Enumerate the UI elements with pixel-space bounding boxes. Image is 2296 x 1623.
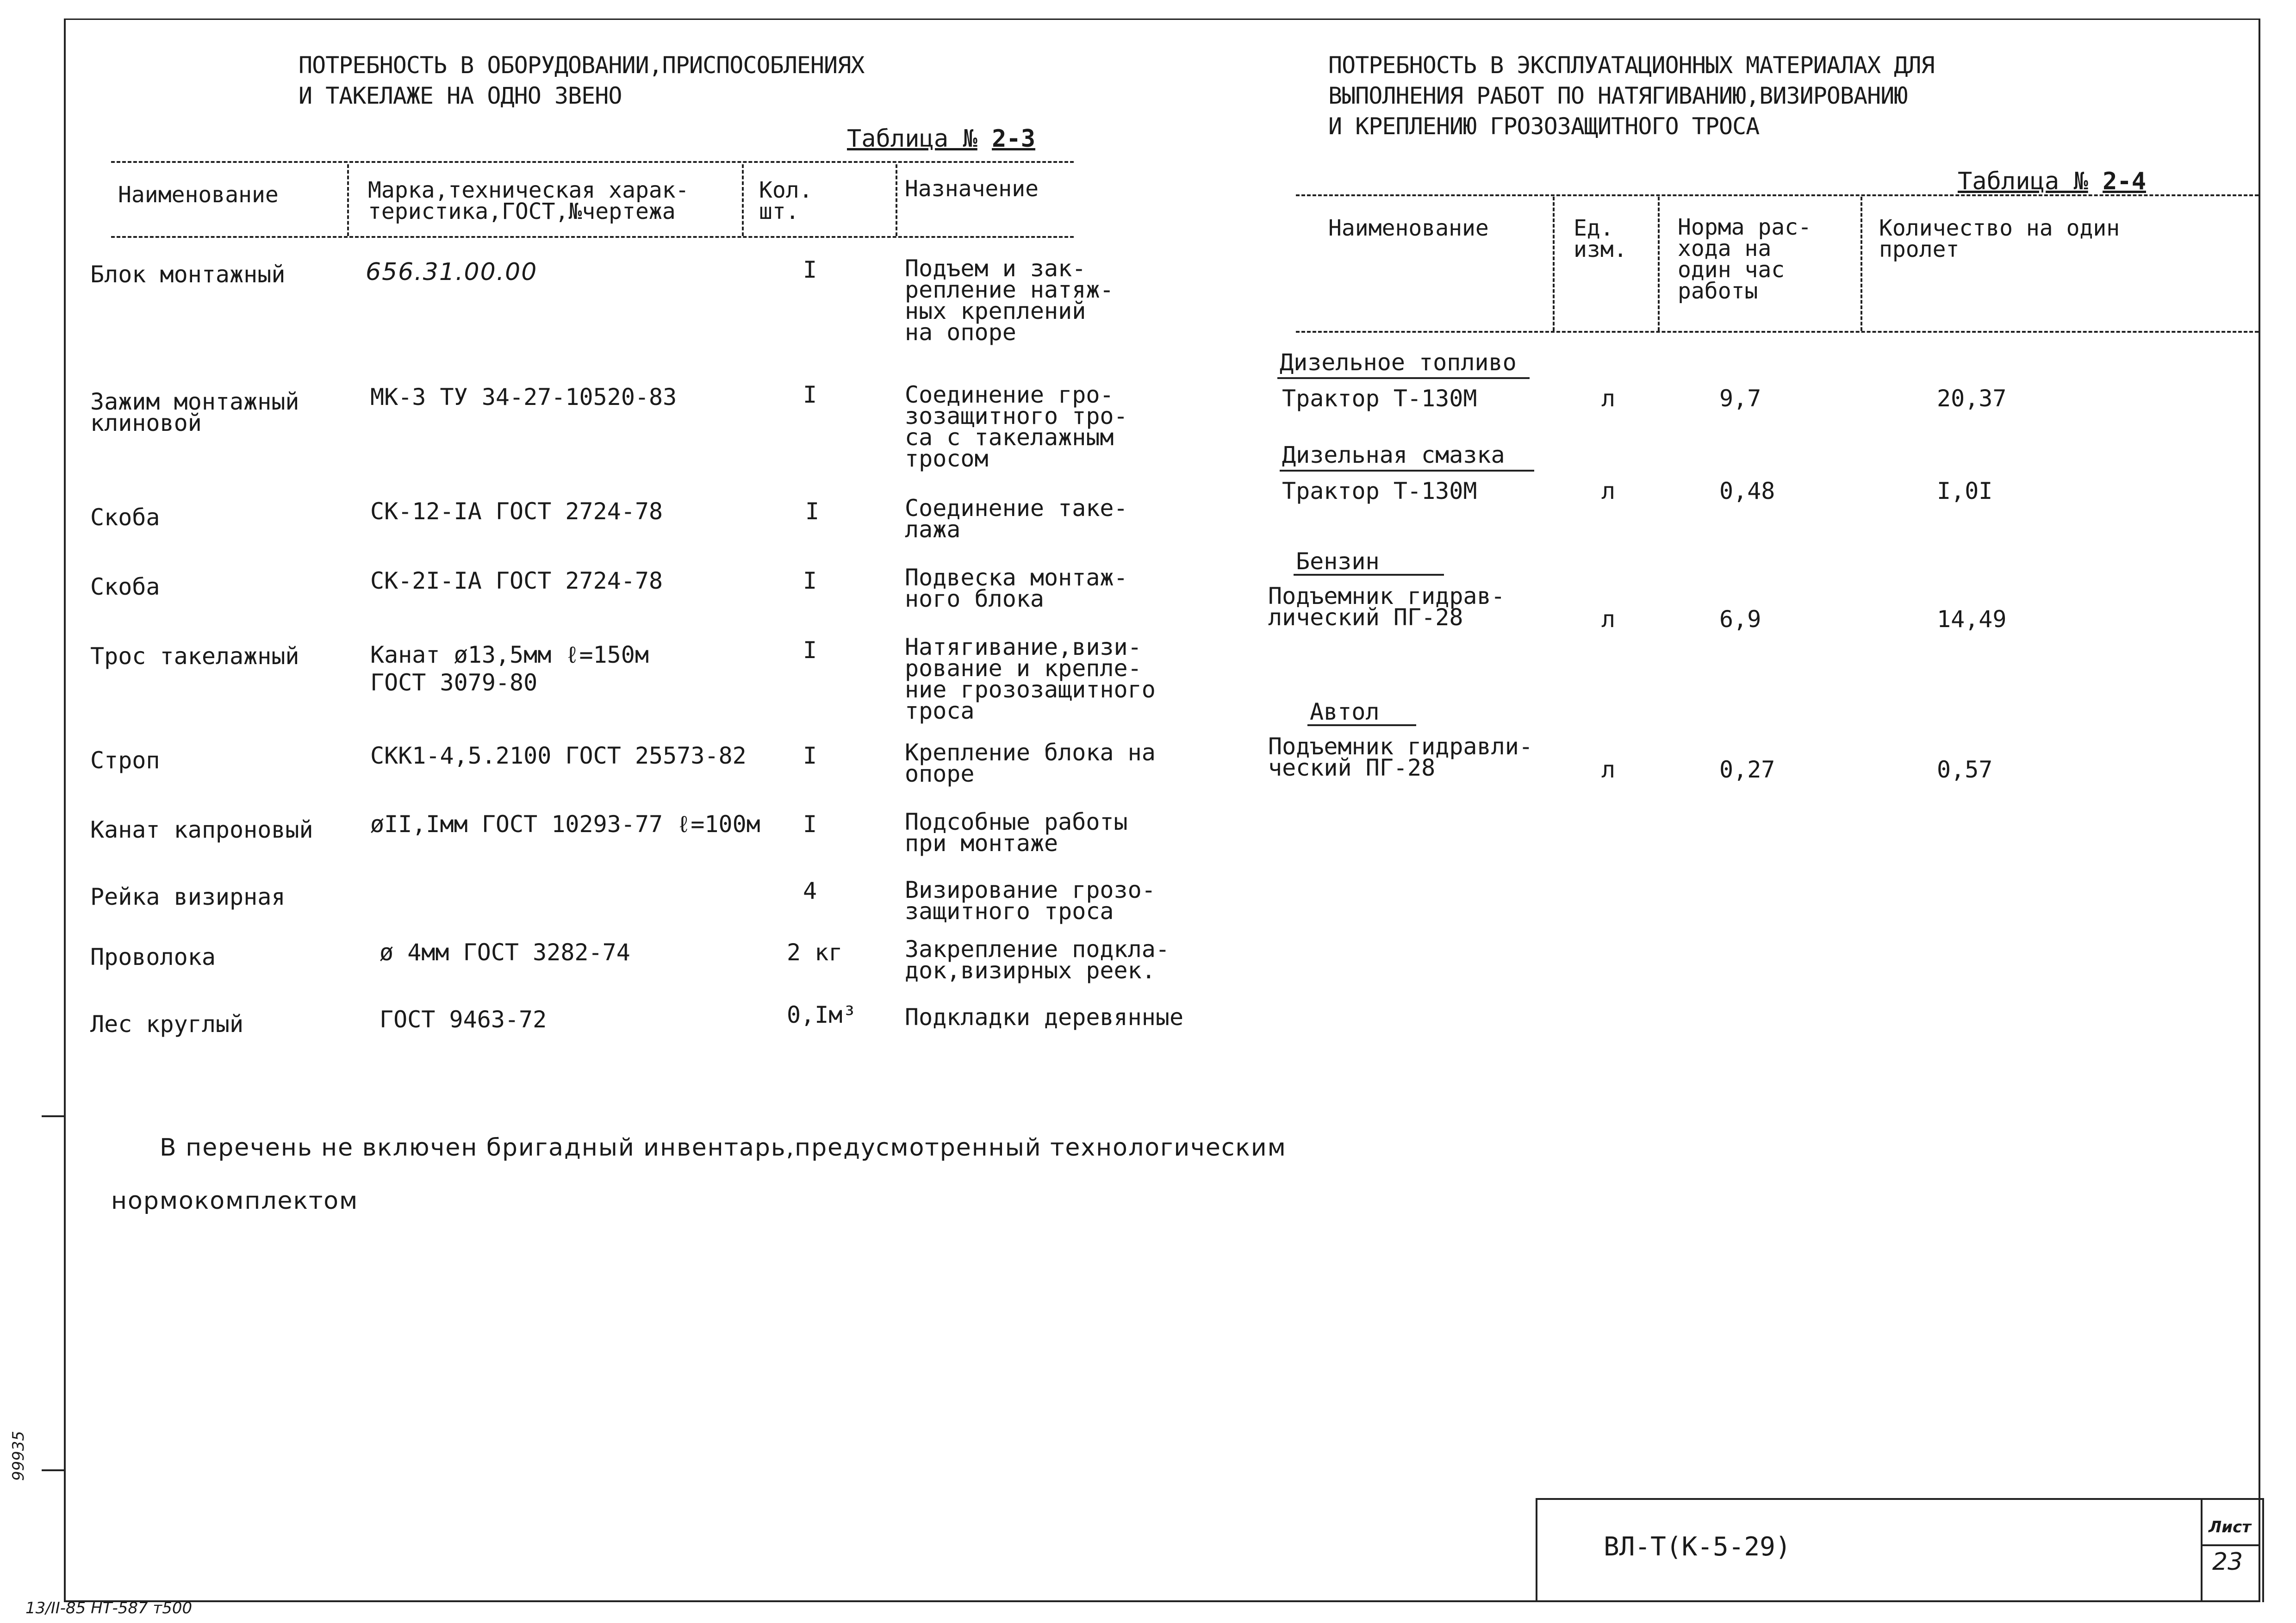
table-row-name: Лес круглый: [90, 1011, 244, 1038]
title-block-divider: [2201, 1544, 2260, 1546]
quantity-value: I,0I: [1937, 478, 1993, 504]
table-row-mark: øII,Iмм ГОСТ 10293-77 ℓ=100м: [370, 811, 760, 838]
column-header-name: Наименование: [1328, 215, 1489, 241]
unit-value: л: [1601, 385, 1616, 412]
title-block-divider: [2201, 1498, 2203, 1600]
norm-value: 0,48: [1719, 478, 1775, 504]
column-header-name: Наименование: [118, 182, 279, 208]
table-2-4-col-divider: [1553, 197, 1555, 331]
machine-name: Подъемник гидравли- ческий ПГ-28: [1268, 733, 1533, 781]
footnote-line-2: нормокомплектом: [111, 1187, 359, 1215]
table-caption-number: 2-3: [992, 125, 1035, 153]
table-2-3-col-divider: [347, 164, 349, 236]
column-header-purpose: Назначение: [905, 176, 1039, 202]
column-header-mark: Марка,техническая харак- теристика,ГОСТ,№чертежа: [368, 177, 689, 224]
machine-name: Трактор Т-130М: [1282, 385, 1477, 412]
unit-value: л: [1601, 606, 1616, 633]
table-2-4-col-divider: [1658, 197, 1660, 331]
table-row-qty: I: [803, 637, 817, 664]
table-row-name: Трос такелажный: [90, 643, 299, 670]
material-group-title: Бензин: [1296, 548, 1380, 575]
table-2-4-top-rule: [1296, 194, 2259, 196]
binding-tick: [42, 1115, 65, 1117]
norm-value: 6,9: [1719, 606, 1761, 633]
material-underline: [1277, 377, 1530, 379]
material-group-title: Автол: [1310, 698, 1380, 725]
machine-name: Трактор Т-130М: [1282, 478, 1477, 504]
column-header-unit: Ед. изм.: [1574, 215, 1627, 262]
archive-number: 99935: [9, 1430, 28, 1481]
material-group-title: Дизельная смазка: [1282, 442, 1505, 468]
table-2-3-col-divider: [896, 164, 897, 236]
column-header-qty: Кол. шт.: [759, 177, 813, 224]
table-row-purpose: Крепление блока на опоре: [905, 739, 1156, 787]
sheet-label: Лист: [2209, 1518, 2251, 1536]
table-row-mark: МК-3 ТУ 34-27-10520-83: [370, 384, 677, 410]
table-row-qty: I: [803, 567, 817, 594]
table-row-mark: 656.31.00.00: [366, 258, 538, 286]
frame-top-border: [64, 19, 2259, 20]
column-header-norm: Норма рас- хода на один час работы: [1678, 214, 1811, 304]
table-2-4-caption: [1958, 168, 2146, 195]
material-underline: [1294, 574, 1444, 576]
table-row-name: Канат капроновый: [90, 816, 313, 843]
table-row-qty: I: [803, 381, 817, 408]
machine-name: Подъемник гидрав- лический ПГ-28: [1268, 583, 1505, 631]
quantity-value: 20,37: [1937, 385, 2007, 412]
table-row-purpose: Визирование грозо- защитного троса: [905, 877, 1156, 925]
drawing-code: ВЛ-Т(К-5-29): [1604, 1532, 1791, 1562]
table-row-purpose: Подъем и зак- репление натяж- ных креплений на опоре: [905, 255, 1114, 346]
table-row-name: Скоба: [90, 504, 160, 531]
table-row-purpose: Подсобные работы при монтаже: [905, 808, 1128, 857]
table-row-name: Скоба: [90, 573, 160, 600]
norm-value: 0,27: [1719, 756, 1775, 783]
unit-value: л: [1601, 478, 1616, 504]
table-row-name: Проволока: [90, 944, 216, 970]
column-header-quantity: Количество на один пролет: [1879, 215, 2120, 262]
print-order-note: 13/II-85 НТ-587 т500: [25, 1599, 193, 1617]
unit-value: л: [1601, 756, 1616, 783]
table-row-name: Строп: [90, 747, 160, 774]
table-row-qty: 4: [803, 877, 817, 904]
table-row-qty: I: [803, 742, 817, 769]
table-row-mark: СКК1-4,5.2100 ГОСТ 25573-82: [370, 742, 747, 769]
table-row-purpose: Соединение таке- лажа: [905, 495, 1128, 543]
material-underline: [1280, 470, 1534, 472]
table-row-purpose: Подвеска монтаж- ного блока: [905, 564, 1128, 612]
table-row-purpose: Подкладки деревянные: [905, 1004, 1184, 1031]
quantity-value: 0,57: [1937, 756, 1993, 783]
table-row-qty: I: [803, 256, 817, 283]
table-2-4-header-rule: [1296, 331, 2259, 333]
frame-left-border: [64, 19, 66, 1601]
table-2-3-header-rule: [111, 236, 1074, 238]
table-row-qty: I: [803, 811, 817, 838]
table-row-mark: СК-12-IА ГОСТ 2724-78: [370, 498, 663, 525]
table-caption-prefix: Таблица №: [1958, 168, 2088, 195]
table-row-purpose: Натягивание,визи- рование и крепле- ние грозозащитного троса: [905, 634, 1156, 724]
table-row-name: Рейка визирная: [90, 883, 286, 910]
table-2-4-title: ПОТРЕБНОСТЬ В ЭКСПЛУАТАЦИОННЫХ МАТЕРИАЛАХ ДЛЯ ВЫПОЛНЕНИЯ РАБОТ ПО НАТЯГИВАНИЮ,ВИЗИРОВАНИЮ И КРЕПЛЕНИЮ ГРОЗОЗАЩИТНОГО ТРОСА: [1328, 52, 1935, 140]
table-2-4-col-divider: [1860, 197, 1862, 331]
table-row-mark: ø 4мм ГОСТ 3282-74: [380, 939, 630, 966]
table-caption-prefix: Таблица №: [847, 125, 977, 153]
material-group-title: Дизельное топливо: [1280, 349, 1517, 376]
table-row-qty: 0,Iм³: [787, 1001, 857, 1028]
table-row-mark: Канат ø13,5мм ℓ=150м ГОСТ 3079-80: [370, 641, 649, 696]
table-2-3-col-divider: [742, 164, 744, 236]
table-2-3-top-rule: [111, 161, 1074, 163]
table-row-mark: ГОСТ 9463-72: [380, 1006, 547, 1033]
binding-tick: [42, 1469, 65, 1471]
table-row-mark: СК-2I-IА ГОСТ 2724-78: [370, 567, 663, 594]
table-row-purpose: Соединение гро- зозащитного тро- са с такелажным тросом: [905, 381, 1128, 472]
table-row-qty: I: [805, 498, 820, 525]
table-row-purpose: Закрепление подкла- док,визирных реек.: [905, 936, 1170, 984]
footnote-line-1: В перечень не включен бригадный инвентарь,предусмотренный технологическим: [160, 1134, 1287, 1162]
table-2-3-title: ПОТРЕБНОСТЬ В ОБОРУДОВАНИИ,ПРИСПОСОБЛЕНИЯХ И ТАКЕЛАЖЕ НА ОДНО ЗВЕНО: [299, 52, 865, 109]
sheet-number: 23: [2212, 1548, 2243, 1576]
table-caption-number: 2-4: [2103, 168, 2146, 195]
frame-right-border: [2259, 19, 2260, 1601]
table-2-3-caption: [847, 125, 1035, 153]
quantity-value: 14,49: [1937, 606, 2007, 633]
material-underline: [1307, 724, 1416, 726]
norm-value: 9,7: [1719, 385, 1761, 412]
table-row-name: Зажим монтажный клиновой: [90, 388, 299, 436]
table-row-name: Блок монтажный: [90, 261, 286, 288]
table-row-qty: 2 кг: [787, 939, 843, 966]
